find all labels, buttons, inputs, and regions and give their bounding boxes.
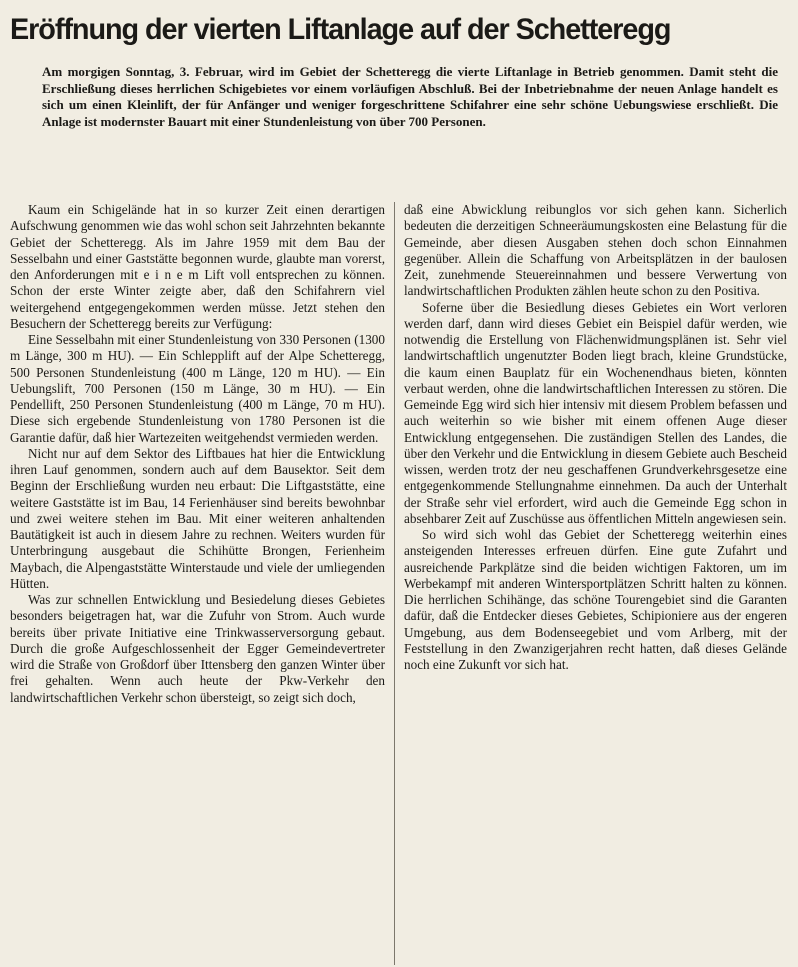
right-column [395, 202, 787, 965]
paragraph: Nicht nur auf dem Sektor des Liftbaues hat hier die Entwicklung ihren Lauf genommen, sondern auch auf dem Bausektor. Seit dem Beginn der Erschließung wurden neu erbaut: Die Liftgaststätte, eine weitere Gaststätte ist im Bau, 14 Ferienhäuser sind bereits bewohnbar und zwei weitere stehen im Bau. Mit einer weiteren anhaltenden Bautätigkeit ist auch in diesem Jahre zu rechnen. Weiters wurden für Unterbringung ausgebaut die Schihütte Brongen, Ferienheim Maybach, die Alpengaststätte Winterstaude und viele der umliegenden Hütten. [10, 445, 385, 591]
paragraph: Was zur schnellen Entwicklung und Besiedelung dieses Gebietes besonders beigetragen hat, war die Zufuhr von Strom. Auch wurde bereits über private Initiative eine Trinkwasserversorgung gebaut. Durch die große Aufgeschlossenheit der Egger Gemeindevertreter wird die Straße von Großdorf über Ittensberg den ganzen Winter über frei gehalten. Wenn auch heute der Pkw-Verkehr den landwirtschaftlichen Verkehr schon übersteigt, so zeigt sich doch, [10, 592, 385, 705]
paragraph: Soferne über die Besiedlung dieses Gebietes ein Wort verloren werden darf, dann wird dieses Gebiet ein Beispiel dafür werden, wie notwendig die Erstellung von Flächenwidmungsplänen ist. Sehr viel landwirtschaftlich ungenutzter Boden liegt brach, kleine Grundstücke, die kaum einen Bauplatz für ein Wochenendhaus bieten, könnten verbaut werden, ohne die landwirtschaftlichen Interessen zu stören. Die Gemeinde Egg wird sich hier intensiv mit diesem Problem befassen und auch weiterhin so wie bisher mit einem offenen Auge dieser Entwicklung entgegensehen. Die zuständigen Stellen des Landes, die über den Verkehr und die Entwicklung in diesem Gebiete auch Bescheid wissen, werden trotz der neu geschaffenen Grundverkehrsgesetze eine entgegenkommende Stellungnahme einnehmen. Da auch der Unterhalt der Straße sehr viel erfordert, wird auch die Gemeinde Egg schon in absehbarer Zeit auf Zuschüsse aus öffentlichen Mitteln angewiesen sein. [404, 299, 787, 526]
paragraph: Kaum ein Schigelände hat in so kurzer Zeit einen derartigen Aufschwung genommen wie das wohl schon seit Jahrzehnten bekannte Gebiet der Schetteregg. Als im Jahre 1959 mit dem Bau der Sesselbahn und einer Gaststätte begonnen wurde, glaubte man vorerst, den Anforderungen mit e i n e m Lift voll entsprechen zu können. Schon der erste Winter zeigte aber, daß den Schifahrern viel weitergehend entgegengekommen werden müsse. Jetzt stehen den Besuchern der Schetteregg bereits zur Verfügung: [10, 202, 386, 331]
paragraph: daß eine Abwicklung reibunglos vor sich gehen kann. Sicherlich bedeuten die derzeitigen Schneeräumungskosten eine Belastung für die Gemeinde, aber diesen Ausgaben stehen doch schon Einnahmen gegenüber. Allein die Schaffung von Arbeitsplätzen in der baulosen Zeit, zunehmende Steuereinnahmen und bessere Verwertung von landwirtschaftlichen Produkten zählen heute schon zu den Positiva. [404, 202, 787, 299]
paragraph: Eine Sesselbahn mit einer Stundenleistung von 330 Personen (1300 m Länge, 300 m HU). — Ein Schlepplift auf der Alpe Schetteregg, 500 Personen Stundenleistung (400 m Länge, 120 m HU). — Ein Uebungslift, 700 Personen (150 m Länge, 30 m HU). — Ein Pendellift, 250 Personen Stundenleistung (400 m Länge, 70 m HU). Diese sich ergebende Stundenleistung von 1780 Personen ist die Garantie dafür, daß hier Wartezeiten weitgehendst vermieden werden. [10, 332, 385, 445]
paragraph: So wird sich wohl das Gebiet der Schetteregg weiterhin eines ansteigenden Interesses erfreuen dürfen. Eine gute Zufahrt und ausreichende Parkplätze sind die beiden wichtigen Faktoren, um im Werbekampf mit anderen Wintersportplätzen Schritt halten zu können. Die herrlichen Schihänge, das schöne Tourengebiet sind die Garanten dafür, daß die Entdecker dieses Gebietes, Schipioniere aus der engeren Umgebung, aus dem Bodenseegebiet und vom Arlberg, mit der Feststellung in den Zwanzigerjahren recht hatten, daß dieses Gelände noch eine Zukunft vor sich hat. [404, 527, 787, 672]
article-lead: Am morgigen Sonntag, 3. Februar, wird im Gebiet der Schetteregg die vierte Liftanlage in Betrieb genommen. Damit steht die Erschließung dieses herrlichen Schigebietes vor einem vorläufigen Abschluß. Bei der Inbetriebnahme der neuen Anlage handelt es sich um einen Kleinlift, der für Anfänger und weniger forgeschrittene Schifahrer eine sehr schöne Uebungswiese erschließt. Die Anlage ist modernster Bauart mit einer Stundenleistung von über 700 Personen. [42, 64, 778, 129]
article-body [10, 202, 792, 965]
left-column [10, 202, 394, 965]
article-headline: Eröffnung der vierten Liftanlage auf der Schetteregg [10, 13, 671, 46]
